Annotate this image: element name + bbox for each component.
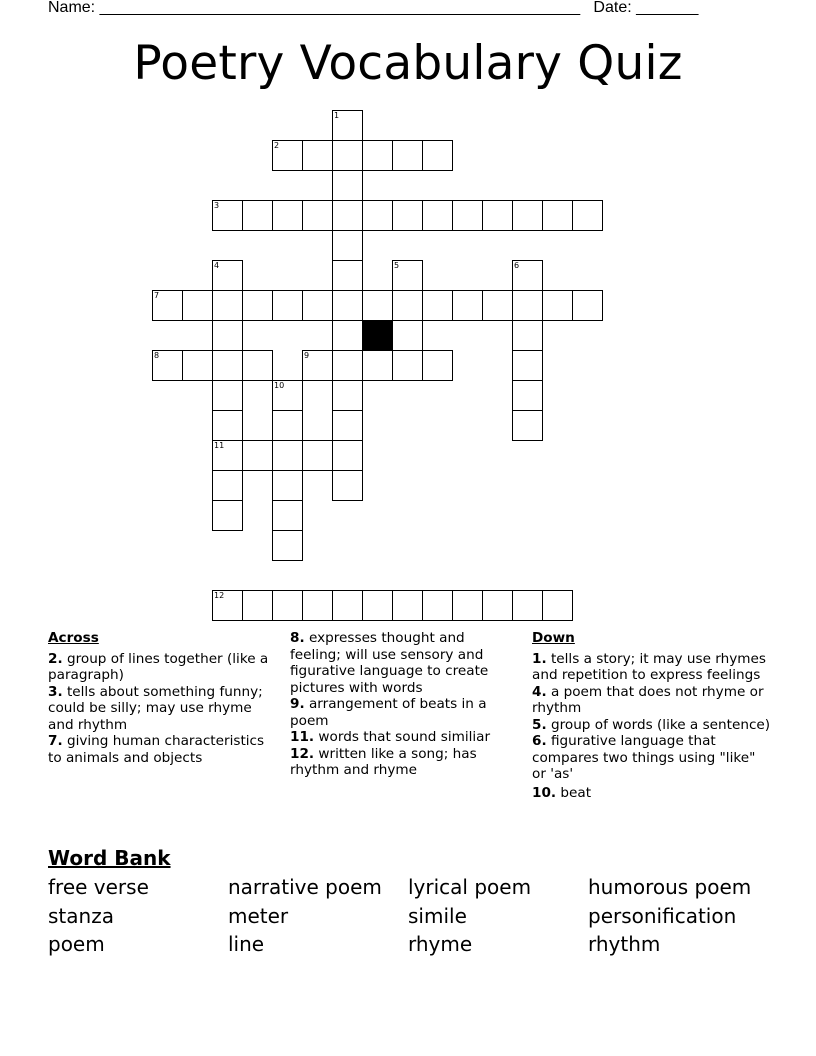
clue-number: 4 <box>214 261 220 270</box>
crossword-cell[interactable] <box>542 290 573 321</box>
crossword-cell[interactable] <box>392 140 423 171</box>
crossword-cell[interactable] <box>512 200 543 231</box>
word-bank-word: personification <box>588 904 737 928</box>
crossword-cell[interactable] <box>302 350 333 381</box>
crossword-cell[interactable] <box>212 320 243 351</box>
crossword-cell[interactable] <box>242 440 273 471</box>
clue-number: 3 <box>214 201 220 210</box>
crossword-cell[interactable] <box>542 590 573 621</box>
clue-number: 5 <box>394 261 400 270</box>
word-bank-word: meter <box>228 904 289 928</box>
crossword-cell[interactable] <box>392 590 423 621</box>
crossword-cell[interactable] <box>242 200 273 231</box>
clue-across-7: 7. giving human characteristics to animals and objects <box>48 733 265 766</box>
word-bank-word: rhythm <box>588 932 661 956</box>
crossword-cell[interactable] <box>182 350 213 381</box>
crossword-cell[interactable] <box>482 200 513 231</box>
crossword-cell[interactable] <box>272 380 303 411</box>
crossword-cell[interactable] <box>332 470 363 501</box>
clue-number: 8 <box>154 351 160 360</box>
word-bank-word: simile <box>408 904 467 928</box>
crossword-cell[interactable] <box>482 290 513 321</box>
clue-down-10: 10. beat <box>532 784 592 801</box>
crossword-cell[interactable] <box>272 410 303 441</box>
crossword-cell[interactable] <box>212 440 243 471</box>
crossword-cell[interactable] <box>332 170 363 201</box>
clue-across-8: 8. expresses thought and feeling; will use sensory and figurative language to create pictures with words <box>290 630 489 696</box>
crossword-cell[interactable] <box>572 200 603 231</box>
clue-number: 2 <box>274 141 280 150</box>
word-bank-word: lyrical poem <box>408 875 532 899</box>
clue-down-6: 6. figurative language that compares two things using "like" or 'as' <box>532 733 756 782</box>
crossword-cell[interactable] <box>212 500 243 531</box>
crossword-cell[interactable] <box>542 200 573 231</box>
clue-across-9: 9. arrangement of beats in a poem <box>290 696 487 729</box>
crossword-cell[interactable] <box>212 380 243 411</box>
crossword-cell[interactable] <box>272 530 303 561</box>
crossword-cell[interactable] <box>362 140 393 171</box>
word-bank-word: poem <box>48 932 105 956</box>
word-bank-word: free verse <box>48 875 149 899</box>
crossword-cell[interactable] <box>512 290 543 321</box>
crossword-cell[interactable] <box>242 350 273 381</box>
clue-number: 6 <box>514 261 520 270</box>
down-clues <box>532 630 772 801</box>
crossword-cell[interactable] <box>422 140 453 171</box>
crossword-cell[interactable] <box>212 590 243 621</box>
crossword-cell[interactable] <box>212 350 243 381</box>
crossword-cell[interactable] <box>302 590 333 621</box>
clue-number: 9 <box>304 351 310 360</box>
crossword-cell[interactable] <box>392 290 423 321</box>
word-bank-title: Word Bank <box>48 846 171 870</box>
crossword-cell[interactable] <box>392 200 423 231</box>
crossword-cell[interactable] <box>272 140 303 171</box>
crossword-cell[interactable] <box>272 500 303 531</box>
word-bank-word: humorous poem <box>588 875 752 899</box>
crossword-cell[interactable] <box>332 230 363 261</box>
crossword-cell[interactable] <box>332 380 363 411</box>
crossword-cell[interactable] <box>392 260 423 291</box>
crossword-cell[interactable] <box>242 290 273 321</box>
crossword-cell[interactable] <box>392 320 423 351</box>
crossword-black-cell <box>362 320 393 351</box>
crossword-cell[interactable] <box>212 260 243 291</box>
down-heading: Down <box>532 630 575 646</box>
crossword-cell[interactable] <box>302 290 333 321</box>
clue-across-3: 3. tells about something funny; could be silly; may use rhyme and rhythm <box>48 683 263 733</box>
crossword-cell[interactable] <box>362 290 393 321</box>
word-bank-word: narrative poem <box>228 875 382 899</box>
crossword-cell[interactable] <box>212 410 243 441</box>
crossword-cell[interactable] <box>572 290 603 321</box>
crossword-cell[interactable] <box>362 200 393 231</box>
across-heading: Across <box>48 630 99 646</box>
page-title: Poetry Vocabulary Quiz <box>133 36 683 91</box>
crossword-cell[interactable] <box>512 320 543 351</box>
word-bank-word: stanza <box>48 904 114 928</box>
crossword-cell[interactable] <box>332 110 363 141</box>
name-date-line: Name: ______________________________________________________ Date: _______ <box>48 0 699 16</box>
crossword-cell[interactable] <box>512 350 543 381</box>
crossword-cell[interactable] <box>272 470 303 501</box>
crossword-cell[interactable] <box>272 200 303 231</box>
crossword-cell[interactable] <box>512 590 543 621</box>
crossword-cell[interactable] <box>152 290 183 321</box>
crossword-cell[interactable] <box>452 590 483 621</box>
crossword-cell[interactable] <box>302 140 333 171</box>
crossword-cell[interactable] <box>302 200 333 231</box>
word-bank-word: line <box>228 932 265 956</box>
crossword-cell[interactable] <box>272 290 303 321</box>
crossword-cell[interactable] <box>512 380 543 411</box>
crossword-cell[interactable] <box>332 290 363 321</box>
crossword-cell[interactable] <box>512 260 543 291</box>
crossword-cell[interactable] <box>332 200 363 231</box>
crossword-cell[interactable] <box>362 590 393 621</box>
clue-down-1: 1. tells a story; it may use rhymes and repetition to express feelings <box>532 650 766 683</box>
word-bank-word: rhyme <box>408 932 473 956</box>
crossword-cell[interactable] <box>332 260 363 291</box>
clue-down-5: 5. group of words (like a sentence) <box>532 716 771 733</box>
clue-number: 11 <box>214 441 225 450</box>
crossword-cell[interactable] <box>182 290 213 321</box>
crossword-cell[interactable] <box>212 470 243 501</box>
crossword-cell[interactable] <box>332 590 363 621</box>
clue-number: 12 <box>214 591 225 600</box>
across-clues-col1 <box>48 630 278 766</box>
crossword-cell[interactable] <box>332 140 363 171</box>
crossword-cell[interactable] <box>332 440 363 471</box>
crossword-cell[interactable] <box>392 350 423 381</box>
crossword-cell[interactable] <box>302 440 333 471</box>
clue-number: 10 <box>274 381 285 390</box>
crossword-cell[interactable] <box>452 290 483 321</box>
clue-across-11: 11. words that sound similiar <box>290 729 491 745</box>
crossword-cell[interactable] <box>332 410 363 441</box>
crossword-cell[interactable] <box>482 590 513 621</box>
crossword-cell[interactable] <box>242 590 273 621</box>
clue-across-2: 2. group of lines together (like a paragraph) <box>48 650 269 683</box>
crossword-cell[interactable] <box>332 350 363 381</box>
crossword-cell[interactable] <box>212 290 243 321</box>
crossword-cell[interactable] <box>422 200 453 231</box>
crossword-cell[interactable] <box>422 350 453 381</box>
crossword-cell[interactable] <box>332 320 363 351</box>
clue-number: 1 <box>334 111 340 120</box>
crossword-cell[interactable] <box>422 290 453 321</box>
crossword-cell[interactable] <box>152 350 183 381</box>
crossword-cell[interactable] <box>452 200 483 231</box>
clue-number: 7 <box>154 291 160 300</box>
clue-down-4: 4. a poem that does not rhyme or rhythm <box>532 683 764 716</box>
crossword-cell[interactable] <box>512 410 543 441</box>
crossword-cell[interactable] <box>212 200 243 231</box>
crossword-cell[interactable] <box>272 590 303 621</box>
across-clues-col2 <box>290 630 510 779</box>
crossword-cell[interactable] <box>362 350 393 381</box>
crossword-cell[interactable] <box>272 440 303 471</box>
clue-across-12: 12. written like a song; has rhythm and rhyme <box>290 745 477 778</box>
crossword-cell[interactable] <box>422 590 453 621</box>
